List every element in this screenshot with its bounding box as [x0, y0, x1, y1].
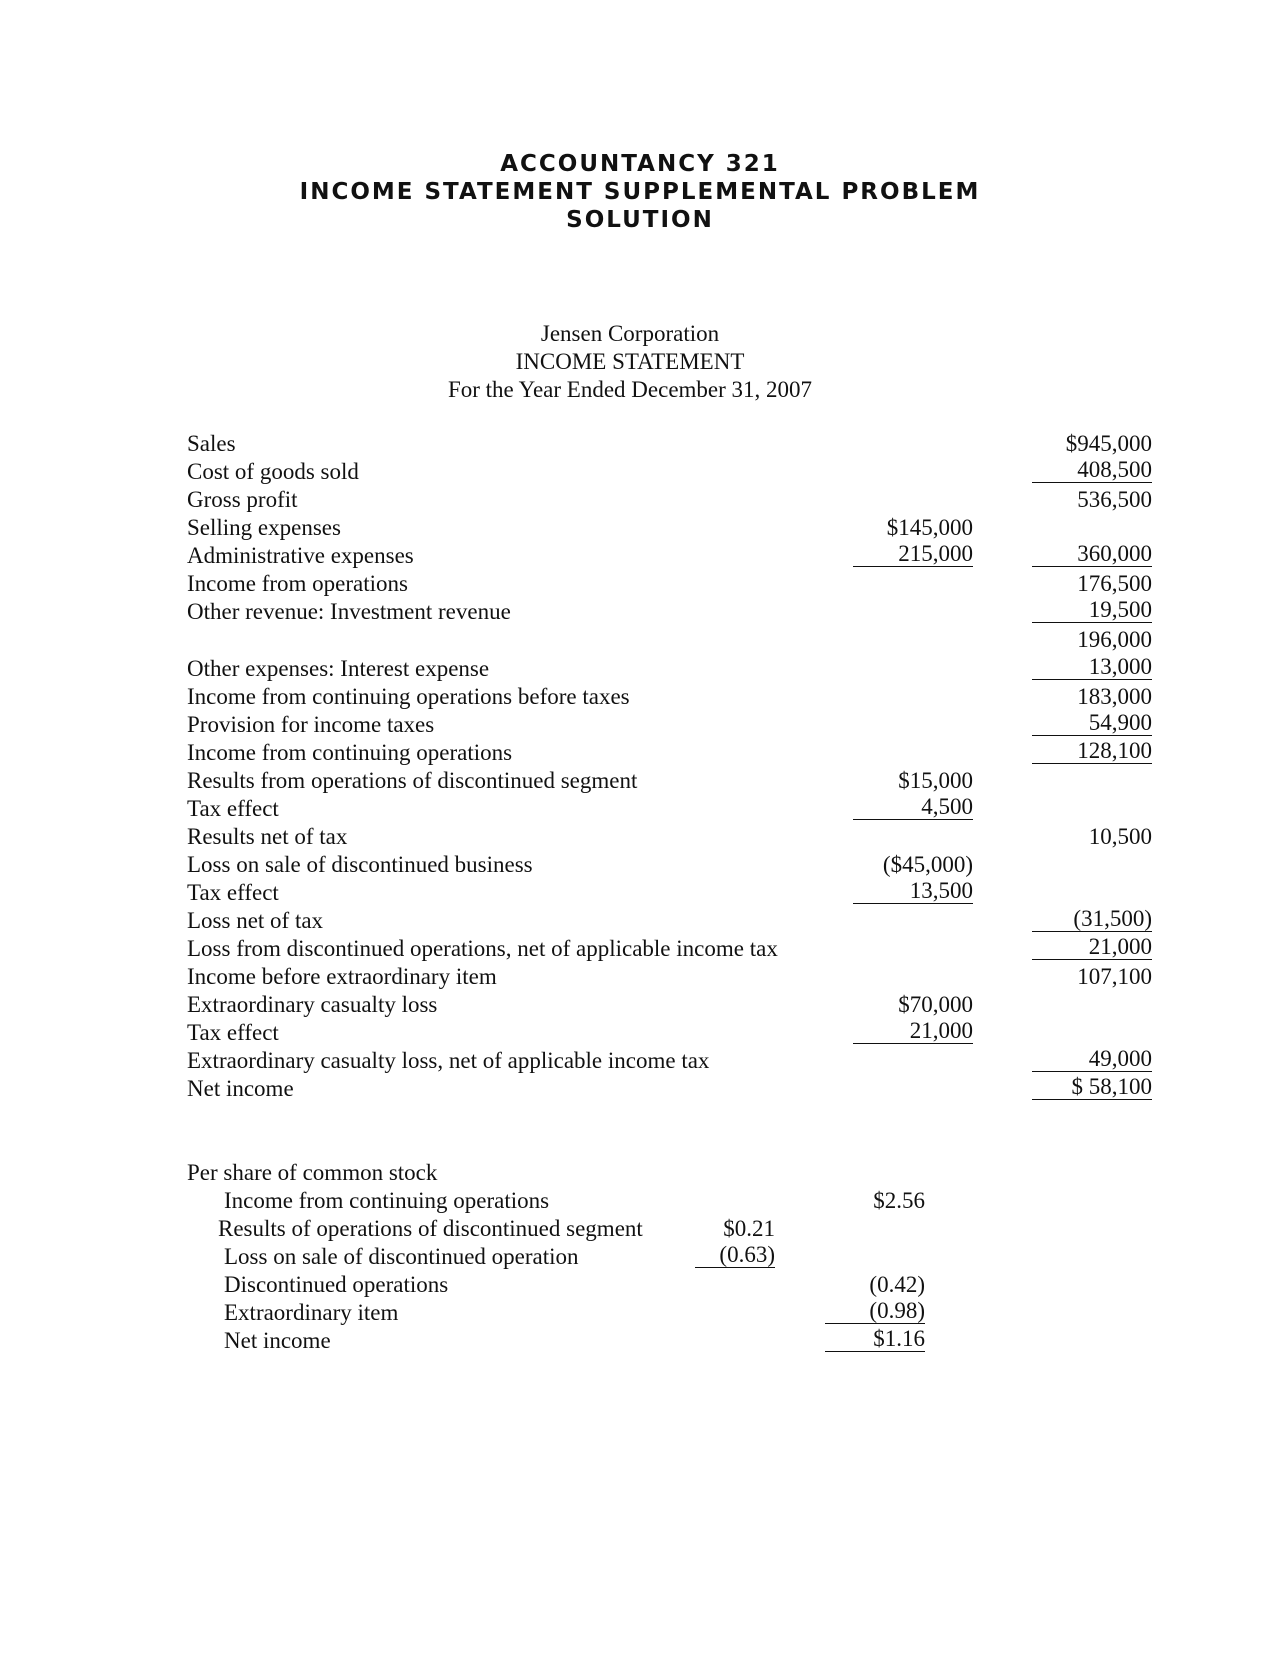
per-share-row	[0, 1327, 1280, 1355]
row-label: Loss from discontinued operations, net of applicable income tax	[187, 936, 778, 961]
detail-amount: 21,000	[853, 1019, 973, 1044]
row-label: Income before extraordinary item	[187, 964, 497, 989]
row-label: Net income	[187, 1076, 294, 1101]
row-label: Income from operations	[187, 571, 408, 596]
per-share-amount: (0.42)	[869, 1272, 925, 1297]
detail-amount: $145,000	[886, 515, 973, 540]
total-amount: (31,500)	[1032, 907, 1152, 932]
statement-row	[0, 823, 1280, 851]
net-income-amount: $ 58,100	[1032, 1075, 1152, 1100]
row-label: Loss on sale of discontinued business	[187, 852, 533, 877]
row-label: Selling expenses	[187, 515, 341, 540]
statement-row	[0, 542, 1280, 570]
detail-amount: $15,000	[898, 768, 973, 793]
statement-row	[0, 739, 1280, 767]
per-share-detail: (0.63)	[695, 1243, 775, 1268]
total-amount: 536,500	[1077, 487, 1152, 512]
total-amount: 128,100	[1032, 739, 1152, 764]
detail-amount: 4,500	[853, 795, 973, 820]
row-label: Tax effect	[187, 880, 279, 905]
row-label: Cost of goods sold	[187, 459, 359, 484]
per-share-row	[0, 1243, 1280, 1271]
statement-row	[0, 598, 1280, 626]
total-amount: $945,000	[1065, 431, 1152, 456]
statement-row	[0, 851, 1280, 879]
total-amount: 183,000	[1077, 684, 1152, 709]
total-amount: 21,000	[1032, 935, 1152, 960]
document-header	[0, 150, 1280, 234]
statement-row	[0, 991, 1280, 1019]
row-label: Loss net of tax	[187, 908, 324, 933]
detail-amount: 13,500	[853, 879, 973, 904]
total-amount: 49,000	[1032, 1047, 1152, 1072]
row-label: Sales	[187, 431, 236, 456]
statement-row	[0, 907, 1280, 935]
row-label: Extraordinary casualty loss	[187, 992, 438, 1017]
statement-row	[0, 1075, 1280, 1103]
total-amount: 360,000	[1032, 542, 1152, 567]
total-amount: 176,500	[1077, 571, 1152, 596]
per-share-label: Extraordinary item	[224, 1300, 399, 1325]
total-amount: 13,000	[1032, 655, 1152, 680]
problem-title: INCOME STATEMENT SUPPLEMENTAL PROBLEM	[299, 179, 981, 205]
statement-row	[0, 655, 1280, 683]
row-label: Administrative expenses	[187, 543, 414, 568]
statement-row	[0, 514, 1280, 542]
statement-row	[0, 963, 1280, 991]
per-share-label: Discontinued operations	[224, 1272, 449, 1297]
total-amount: 19,500	[1032, 598, 1152, 623]
row-label: Extraordinary casualty loss, net of applicable income tax	[187, 1048, 710, 1073]
per-share-amount: $1.16	[825, 1327, 925, 1352]
row-label: Other expenses: Interest expense	[187, 656, 490, 681]
row-label: Tax effect	[187, 796, 279, 821]
statement-period: For the Year Ended December 31, 2007	[447, 377, 813, 402]
per-share-row	[0, 1215, 1280, 1243]
total-amount: 10,500	[1088, 824, 1152, 849]
per-share-label: Income from continuing operations	[224, 1188, 550, 1213]
statement-row	[0, 626, 1280, 654]
per-share-detail: $0.21	[723, 1216, 775, 1241]
row-label: Results from operations of discontinued segment	[187, 768, 638, 793]
per-share-label: Net income	[224, 1328, 331, 1353]
per-share-row	[0, 1271, 1280, 1299]
row-label: Results net of tax	[187, 824, 348, 849]
statement-row	[0, 879, 1280, 907]
statement-row	[0, 1019, 1280, 1047]
total-amount: 408,500	[1032, 458, 1152, 483]
total-amount: 107,100	[1077, 964, 1152, 989]
row-label: Income from continuing operations before taxes	[187, 684, 630, 709]
detail-amount: ($45,000)	[882, 852, 973, 877]
solution-title: SOLUTION	[566, 207, 714, 233]
detail-amount: 215,000	[853, 542, 973, 567]
statement-row	[0, 711, 1280, 739]
per-share-row	[0, 1299, 1280, 1327]
company-name: Jensen Corporation	[540, 321, 720, 346]
per-share-amount: $2.56	[873, 1188, 925, 1213]
statement-row	[0, 1047, 1280, 1075]
statement-row	[0, 683, 1280, 711]
statement-row	[0, 430, 1280, 458]
total-amount: 196,000	[1077, 627, 1152, 652]
statement-row	[0, 486, 1280, 514]
row-label: Gross profit	[187, 487, 298, 512]
per-share-heading-row	[0, 1159, 1280, 1187]
row-label: Income from continuing operations	[187, 740, 513, 765]
per-share-label: Loss on sale of discontinued operation	[224, 1244, 579, 1269]
statement-row	[0, 570, 1280, 598]
per-share-amount: (0.98)	[825, 1299, 925, 1324]
total-amount: 54,900	[1032, 711, 1152, 736]
row-label: Other revenue: Investment revenue	[187, 599, 511, 624]
course-title: ACCOUNTANCY 321	[500, 151, 780, 177]
statement-header	[330, 320, 930, 404]
per-share-label: Results of operations of discontinued segment	[218, 1216, 643, 1241]
per-share-row	[0, 1187, 1280, 1215]
detail-amount: $70,000	[898, 992, 973, 1017]
statement-row	[0, 767, 1280, 795]
statement-row	[0, 935, 1280, 963]
per-share-heading: Per share of common stock	[187, 1160, 438, 1185]
statement-row	[0, 795, 1280, 823]
row-label: Provision for income taxes	[187, 712, 435, 737]
statement-title: INCOME STATEMENT	[515, 349, 745, 374]
row-label: Tax effect	[187, 1020, 279, 1045]
statement-row	[0, 458, 1280, 486]
